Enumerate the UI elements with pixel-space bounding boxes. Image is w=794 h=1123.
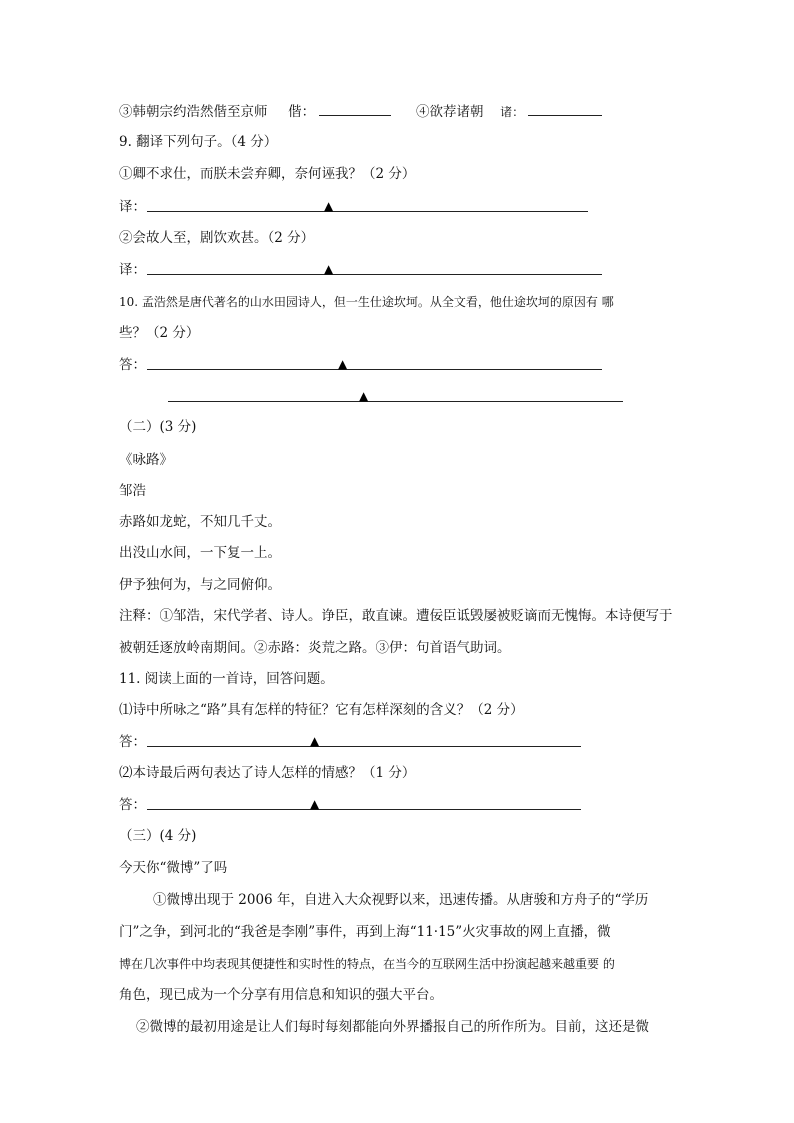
q10-answer-marker-2: ▲ (359, 389, 369, 403)
q10-question-line-1: 10. 孟浩然是唐代著名的山水田园诗人，但一生仕途坎坷。从全文看，他仕途坎坷的原因有 哪 (119, 295, 614, 309)
article-p1-line-1: ①微博出现于 2006 年，自进入大众视野以来，迅速传播。从唐骏和方舟子的“学历 (153, 892, 649, 908)
q8-item3-text: ③韩朝宗约浩然偕至京师 (119, 104, 268, 120)
q9-title: 9. 翻译下列句子。（4 分） (119, 134, 278, 150)
article-title: 今天你“微博”了吗 (119, 860, 228, 876)
poem-line-2: 出没山水间，一下复一上。 (119, 545, 281, 561)
q11-sub-1: ⑴诗中所咏之“路”具有怎样的特征？它有怎样深刻的含义？（2 分） (119, 702, 524, 718)
q9-answer-line-2[interactable] (147, 274, 602, 275)
q8-item4-text: ④欲荐诸朝 (415, 104, 484, 120)
q9-answer-label-1: 译： (119, 199, 146, 215)
q11-sub-2: ⑵本诗最后两句表达了诗人怎样的情感？（1 分） (119, 765, 416, 781)
q9-answer-marker-1: ▲ (324, 199, 334, 213)
section2-heading: （二）(3 分) (119, 419, 197, 435)
q11-answer-marker-2: ▲ (310, 797, 320, 811)
q10-answer-marker-1: ▲ (338, 357, 348, 371)
q10-answer-line-2[interactable] (168, 401, 623, 402)
article-p2-line-1: ②微博的最初用途是让人们每时每刻都能向外界播报自己的所作所为。目前，这还是微 (136, 1019, 649, 1035)
q10-answer-line-1[interactable] (147, 369, 602, 370)
section3-heading: （三）(4 分) (119, 828, 197, 844)
q8-item3-blank[interactable] (319, 101, 391, 116)
poem-author: 邹浩 (119, 483, 146, 499)
poem-line-1: 赤路如龙蛇，不知几千丈。 (119, 514, 281, 530)
article-p1-line-4: 角色，现已成为一个分享有用信息和知识的强大平台。 (119, 987, 443, 1003)
q8-row (119, 101, 602, 121)
q8-item4-blank[interactable] (528, 101, 602, 116)
poem-note-line-1: 注释：①邹浩，宋代学者、诗人。诤臣，敢直谏。遭佞臣诋毁屡被贬谪而无愧悔。本诗便写于 (119, 608, 673, 624)
q9-sentence-2: ②会故人至，剧饮欢甚。（2 分） (119, 230, 315, 246)
q8-item3-word: 偕： (288, 104, 316, 120)
q9-answer-line-1[interactable] (147, 211, 588, 212)
q9-answer-label-2: 译： (119, 262, 146, 278)
q11-answer-marker-1: ▲ (310, 734, 320, 748)
q11-answer-label-2: 答： (119, 797, 146, 813)
q11-title: 11. 阅读上面的一首诗，回答问题。 (119, 671, 334, 687)
q10-question-line-2: 些？（2 分） (119, 325, 200, 341)
poem-note-line-2: 被朝廷逐放岭南期间。②赤路：炎荒之路。③伊：句首语气助词。 (119, 640, 511, 656)
q11-answer-label-1: 答： (119, 734, 146, 750)
poem-title: 《咏路》 (119, 452, 173, 468)
q8-item4-word: 诸： (500, 105, 525, 119)
article-p1-line-2: 门”之争，到河北的“我爸是李刚”事件，再到上海“11·15”火灾事故的网上直播，微 (119, 924, 611, 940)
q9-sentence-1: ①卿不求仕，而朕未尝弃卿，奈何诬我？（2 分） (119, 166, 416, 182)
poem-line-3: 伊予独何为，与之同俯仰。 (119, 577, 281, 593)
q10-answer-label: 答： (119, 357, 146, 373)
article-p1-line-3: 博在几次事件中均表现其便捷性和实时性的特点，在当今的互联网生活中扮演起越来越重要 的 (119, 957, 615, 971)
q11-answer-line-1[interactable] (147, 746, 581, 747)
q11-answer-line-2[interactable] (147, 809, 581, 810)
q9-answer-marker-2: ▲ (324, 262, 334, 276)
